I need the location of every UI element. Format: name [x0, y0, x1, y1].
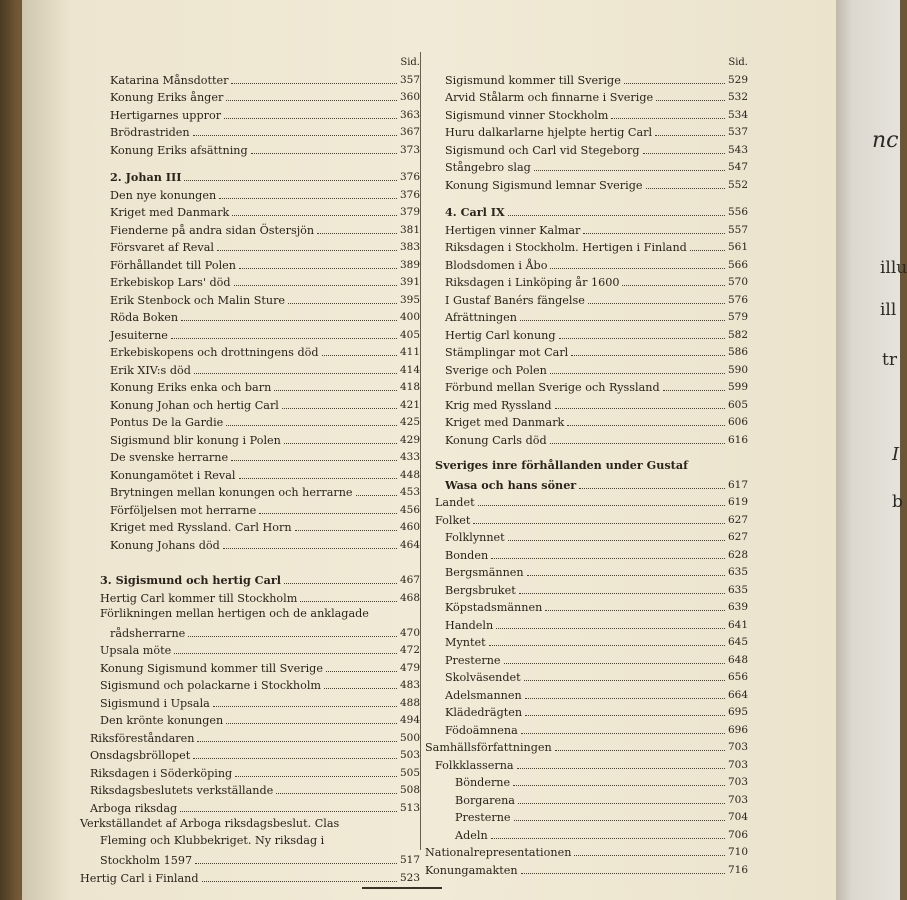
toc-entry: Stångebro slag 547: [445, 161, 748, 174]
facing-page-fragment: tr: [882, 350, 897, 370]
toc-entry: Sigismund och polackarne i Stockholm 483: [100, 679, 420, 692]
toc-entry: Konung Johan och hertig Carl 421: [110, 398, 420, 412]
toc-entry: Hertig Carl i Finland 523: [80, 871, 420, 885]
toc-entry: Förföljelsen mot herrarne 456: [110, 503, 420, 517]
toc-group-sigismund: [80, 571, 420, 886]
toc-section-heading-line: Sveriges inre förhållanden under Gustaf: [435, 457, 688, 472]
sid-label: Sid.: [728, 57, 748, 68]
toc-entry: Sigismund kommer till Sverige 529: [445, 73, 748, 87]
toc-group-johan-iii: [80, 168, 420, 553]
toc-entry: Borgarena 703: [455, 793, 748, 807]
toc-entry: Köpstadsmännen 639: [445, 601, 748, 614]
toc-entry: Bonden 628: [445, 548, 748, 562]
facing-page-fragment: b: [892, 492, 903, 512]
facing-page-fragment: nc: [872, 128, 899, 153]
toc-entry: Sigismund i Upsala 488: [100, 696, 420, 710]
toc-entry: Den nye konungen 376: [110, 188, 420, 202]
toc-entry: Afrättningen 579: [445, 311, 748, 324]
toc-entry: Skolväsendet 656: [445, 671, 748, 684]
toc-entry: Förbund mellan Sverige och Ryssland 599: [445, 381, 748, 394]
toc-entry: Röda Boken 400: [110, 311, 420, 324]
toc-entry: Konungamötet i Reval 448: [110, 468, 420, 482]
toc-entry: Landet 619: [435, 496, 748, 509]
toc-entry: Bergsmännen 635: [445, 566, 748, 579]
toc-entry: Bönderne 703: [455, 776, 748, 789]
toc-entry: Erik Stenbock och Malin Sture 395: [110, 293, 420, 307]
toc-left-column: [80, 56, 420, 886]
toc-entry: Folket 627: [435, 513, 748, 527]
toc-entry: Hertig Carl konung 582: [445, 328, 748, 342]
toc-group: [80, 70, 420, 158]
toc-entry: Brytningen mellan konungen och herrarne 453: [110, 486, 420, 499]
toc-entry: Fienderne på andra sidan Östersjön 381: [110, 223, 420, 237]
toc-entry: Konung Carls död 616: [445, 433, 748, 447]
toc-entry: Hertig Carl kommer till Stockholm 468: [100, 591, 420, 605]
toc-entry: Riksdagen i Stockholm. Hertigen i Finland 561: [445, 241, 748, 254]
toc-entry: De svenske herrarne 433: [110, 451, 420, 464]
toc-entry: Adelsmannen 664: [445, 688, 748, 702]
toc-entry: Stockholm 1597 517: [100, 854, 420, 867]
toc-entry: Sigismund blir konung i Polen 429: [110, 433, 420, 447]
toc-entry: Presterne 648: [445, 653, 748, 667]
toc-entry: Adeln 706: [455, 828, 748, 842]
toc-entry: Erik XIV:s död 414: [110, 363, 420, 377]
toc-entry: Förhållandet till Polen 389: [110, 258, 420, 272]
toc-entry: Erkebiskopens och drottningens död 411: [110, 346, 420, 359]
toc-entry: Presterne 704: [455, 811, 748, 824]
toc-entry: Handeln 641: [445, 618, 748, 632]
toc-entry: Onsdagsbröllopet 503: [90, 749, 420, 762]
toc-entry: Födoämnena 696: [445, 723, 748, 737]
toc-entry: Katarina Månsdotter 357: [110, 73, 420, 87]
toc-entry: Sigismund vinner Stockholm 534: [445, 108, 748, 122]
toc-entry: Bergsbruket 635: [445, 583, 748, 597]
toc-section-heading: 4. Carl IX 556: [445, 205, 748, 219]
toc-entry: Samhällsförfattningen 703: [425, 741, 748, 754]
toc-entry: Brödrastriden 367: [110, 126, 420, 139]
toc-entry: Stämplingar mot Carl 586: [445, 346, 748, 359]
toc-entry-wrapped-line: Verkställandet af Arboga riksdagsbeslut. Clas: [80, 816, 340, 830]
toc-entry: Sverige och Polen 590: [445, 363, 748, 377]
facing-page-fragment: illu: [880, 258, 907, 278]
toc-entry: Konungamakten 716: [425, 863, 748, 877]
toc-entry: rådsherrarne 470: [110, 626, 420, 640]
toc-entry: Kriget med Danmark 379: [110, 206, 420, 219]
toc-entry: Riksdagen i Linköping år 1600 570: [445, 276, 748, 289]
toc-entry: Folkklasserna 703: [435, 758, 748, 772]
page-bottom-rule: [362, 887, 442, 889]
toc-entry: Myntet 645: [445, 636, 748, 649]
toc-entry: Konung Eriks afsättning 373: [110, 143, 420, 157]
toc-entry: Riksdagen i Söderköping 505: [90, 766, 420, 780]
toc-entry: Den krönte konungen 494: [100, 714, 420, 727]
sid-label: Sid.: [400, 57, 420, 68]
toc-entry: Upsala möte 472: [100, 644, 420, 657]
toc-entry: Riksföreståndaren 500: [90, 731, 420, 745]
toc-entry: Arvid Stålarm och finnarne i Sverige 532: [445, 91, 748, 104]
toc-entry: Hertigarnes uppror 363: [110, 108, 420, 122]
toc-entry: Konung Sigismund kommer till Sverige 479: [100, 661, 420, 675]
toc-group: [425, 70, 748, 193]
toc-entry: Klädedrägten 695: [445, 706, 748, 719]
toc-entry-wrapped-line: Fleming och Klubbekriget. Ny riksdag i: [100, 834, 325, 847]
toc-entry: Folklynnet 627: [445, 531, 748, 544]
toc-entry: Arboga riksdag 513: [90, 801, 420, 815]
toc-entry: Erkebiskop Lars' död 391: [110, 276, 420, 289]
toc-entry: Kriget med Ryssland. Carl Horn 460: [110, 521, 420, 534]
toc-entry: Konung Sigismund lemnar Sverige 552: [445, 178, 748, 192]
toc-section-heading: Wasa och hans söner 617: [445, 477, 748, 492]
toc-entry: Hertigen vinner Kalmar 557: [445, 223, 748, 237]
facing-page-fragment: ill: [880, 300, 897, 320]
toc-entry: Blodsdomen i Åbo 566: [445, 258, 748, 272]
toc-entry: Kriget med Danmark 606: [445, 416, 748, 429]
toc-entry: Huru dalkarlarne hjelpte hertig Carl 537: [445, 126, 748, 139]
toc-section-heading: 3. Sigismund och hertig Carl 467: [100, 573, 420, 587]
toc-entry: Försvaret af Reval 383: [110, 241, 420, 254]
facing-page: [836, 0, 907, 900]
column-divider: [420, 52, 421, 850]
toc-entry: Konung Eriks enka och barn 418: [110, 381, 420, 394]
toc-entry: Sigismund och Carl vid Stegeborg 543: [445, 143, 748, 157]
toc-entry: Jesuiterne 405: [110, 328, 420, 342]
toc-entry: Krig med Ryssland 605: [445, 398, 748, 412]
toc-section-heading: 2. Johan III 376: [110, 170, 420, 184]
toc-entry: Pontus De la Gardie 425: [110, 416, 420, 429]
toc-group-carl-ix: [425, 203, 748, 448]
toc-group-sveriges-inre: [425, 458, 748, 878]
facing-page-fragment: I: [892, 444, 900, 465]
toc-entry: Nationalrepresentationen 710: [425, 846, 748, 859]
toc-entry: Riksdagsbeslutets verkställande 508: [90, 784, 420, 797]
toc-entry: I Gustaf Banérs fängelse 576: [445, 293, 748, 307]
toc-entry: Konung Johans död 464: [110, 538, 420, 552]
toc-right-column: [425, 56, 748, 878]
toc-entry-wrapped-line: Förlikningen mellan hertigen och de anklagade: [100, 606, 369, 620]
toc-entry: Konung Eriks ånger 360: [110, 91, 420, 104]
